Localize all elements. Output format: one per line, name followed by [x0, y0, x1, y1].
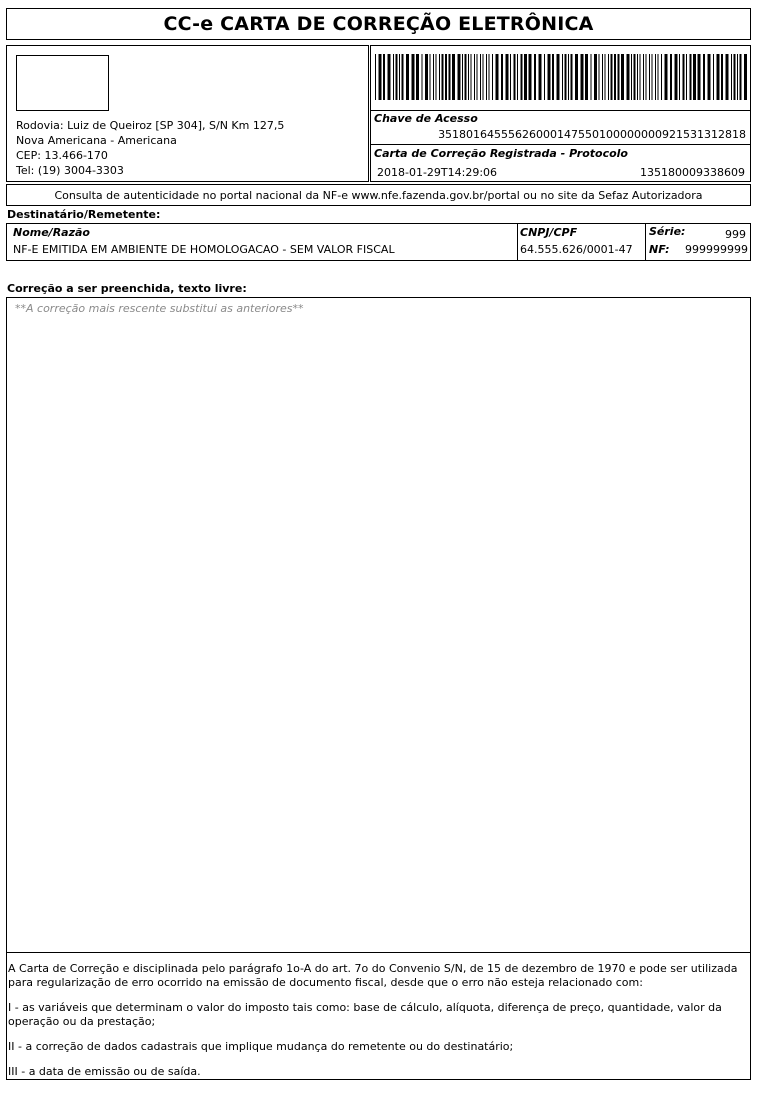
legal-item-3: III - a data de emissão ou de saída.: [8, 1065, 201, 1078]
barcode-bar: [690, 54, 692, 100]
barcode-bar: [602, 54, 603, 100]
barcode-bar: [599, 54, 600, 100]
barcode-bar: [416, 54, 419, 100]
barcode-bar: [477, 54, 478, 100]
barcode-bar: [383, 54, 385, 100]
barcode-bar: [661, 54, 662, 100]
barcode-bar: [740, 54, 742, 100]
barcode-bar: [468, 54, 469, 100]
barcode-bar: [637, 54, 638, 100]
barcode-bar: [501, 54, 503, 100]
barcode-bar: [379, 54, 382, 100]
barcode-bar: [703, 54, 705, 100]
barcode-bar: [557, 54, 560, 100]
address-line-1: Rodovia: Luiz de Queiroz [SP 304], S/N Km 127,5: [16, 119, 285, 132]
barcode-bar: [471, 54, 472, 100]
barcode-bar: [731, 54, 732, 100]
barcode-bar: [693, 54, 696, 100]
protocol-number: 135180009338609: [640, 166, 745, 179]
barcode-bar: [614, 54, 616, 100]
barcode-bar: [631, 54, 632, 100]
barcode-bar: [445, 54, 447, 100]
divider: [517, 224, 518, 260]
barcode-bar: [483, 54, 484, 100]
serie-value: 999: [725, 228, 746, 241]
cnpj-value: 64.555.626/0001-47: [520, 243, 633, 256]
legal-item-1: I - as variáveis que determinam o valor do imposto tais como: base de cálculo, alíquota, diferença de preço, quantidade, valor da operação ou da prestação;: [8, 1001, 722, 1028]
barcode-bar: [634, 54, 636, 100]
page-title: CC-e CARTA DE CORREÇÃO ELETRÔNICA: [6, 8, 751, 40]
barcode-bar: [458, 54, 461, 100]
barcode-bar: [422, 54, 423, 100]
barcode-bar: [608, 54, 609, 100]
barcode-bar: [670, 54, 672, 100]
nome-label: Nome/Razão: [13, 226, 90, 239]
barcode-bar: [452, 54, 455, 100]
barcode-bar: [480, 54, 481, 100]
barcode-bar: [388, 54, 391, 100]
barcode-bar: [406, 54, 409, 100]
barcode-bar: [510, 54, 511, 100]
nf-label: NF:: [649, 243, 670, 256]
legal-item-2: II - a correção de dados cadastrais que implique mudança do remetente ou do destinatário;: [8, 1040, 514, 1053]
barcode-bar: [489, 54, 490, 100]
protocol-label: Carta de Correção Registrada - Protocolo: [374, 147, 628, 160]
barcode-bar: [562, 54, 563, 100]
barcode-bar: [605, 54, 606, 100]
barcode-bar: [433, 54, 434, 100]
barcode-bar: [430, 54, 431, 100]
barcode-bar: [544, 54, 545, 100]
barcode-bar: [521, 54, 523, 100]
legal-intro: A Carta de Correção e disciplinada pelo parágrafo 1o-A do art. 7o do Convenio S/N, de 15 de dezembro de 1970 e pode ser utilizada para regularização de erro ocorrido na emissão de documento fiscal, desde que o erro não esteja relacionado com:: [8, 962, 738, 989]
barcode-bar: [665, 54, 668, 100]
address-cep: CEP: 13.466-170: [16, 149, 108, 162]
barcode-bar: [585, 54, 588, 100]
barcode-bar: [506, 54, 509, 100]
barcode-bar: [621, 54, 624, 100]
barcode-bar: [652, 54, 653, 100]
barcode-bar: [412, 54, 415, 100]
chave-value: 35180164555626000147550100000000921531312818: [438, 128, 746, 141]
barcode-bar: [726, 54, 729, 100]
emitter-box: [6, 45, 369, 182]
barcode-bar: [393, 54, 394, 100]
barcode-bar: [462, 54, 463, 100]
barcode-bar: [734, 54, 736, 100]
barcode-bar: [717, 54, 720, 100]
barcode-bar: [449, 54, 451, 100]
barcode-bar: [679, 54, 680, 100]
barcode-bar: [686, 54, 687, 100]
correcao-title: Correção a ser preenchida, texto livre:: [7, 282, 247, 295]
barcode-bar: [534, 54, 536, 100]
barcode-bar: [568, 54, 569, 100]
barcode-bar: [575, 54, 578, 100]
barcode-bar: [375, 54, 376, 100]
barcode-bar: [627, 54, 630, 100]
barcode-bar: [465, 54, 467, 100]
barcode-bar: [708, 54, 711, 100]
barcode-bar: [396, 54, 398, 100]
barcode-bar: [439, 54, 440, 100]
divider: [371, 144, 750, 145]
barcode-bar: [658, 54, 659, 100]
barcode-bar: [552, 54, 554, 100]
serie-label: Série:: [649, 225, 686, 238]
destinatario-title: Destinatário/Remetente:: [7, 208, 161, 221]
barcode-bar: [399, 54, 400, 100]
barcode-bar: [611, 54, 613, 100]
barcode-bar: [442, 54, 444, 100]
barcode-bar: [618, 54, 620, 100]
barcode-bar: [640, 54, 641, 100]
address-line-2: Nova Americana - Americana: [16, 134, 177, 147]
barcode-bar: [683, 54, 685, 100]
nome-value: NF-E EMITIDA EM AMBIENTE DE HOMOLOGACAO - SEM VALOR FISCAL: [13, 243, 395, 256]
destinatario-box: [6, 223, 751, 261]
barcode-bar: [529, 54, 532, 100]
barcode-bar: [646, 54, 647, 100]
barcode-bar: [721, 54, 723, 100]
nf-value: 999999999: [685, 243, 748, 256]
barcode-bar: [643, 54, 644, 100]
barcode-bar: [565, 54, 567, 100]
divider: [371, 110, 750, 111]
barcode-bar: [571, 54, 573, 100]
barcode-bar: [744, 54, 747, 100]
legal-notice: [8, 962, 740, 1090]
emitter-address: [16, 118, 356, 178]
barcode-bar: [474, 54, 475, 100]
access-box: [370, 45, 751, 182]
barcode-bar: [514, 54, 516, 100]
barcode-bar: [524, 54, 527, 100]
divider: [645, 224, 646, 260]
barcode-bar: [492, 54, 493, 100]
protocol-datetime: 2018-01-29T14:29:06: [377, 166, 498, 179]
barcode-bar: [539, 54, 542, 100]
barcode-bar: [591, 54, 592, 100]
barcode-bar: [737, 54, 738, 100]
chave-label: Chave de Acesso: [374, 112, 478, 125]
barcode-bar: [594, 54, 597, 100]
barcode-bar: [402, 54, 404, 100]
cnpj-label: CNPJ/CPF: [520, 226, 578, 239]
barcode-bar: [675, 54, 678, 100]
correcao-placeholder: **A correção mais rescente substitui as anteriores**: [15, 302, 304, 315]
barcode-bar: [496, 54, 499, 100]
barcode-icon: [375, 54, 747, 100]
address-phone: Tel: (19) 3004-3303: [16, 164, 124, 177]
barcode-bar: [436, 54, 437, 100]
divider: [7, 952, 750, 953]
barcode-bar: [548, 54, 551, 100]
barcode-bar: [581, 54, 584, 100]
barcode-bar: [655, 54, 656, 100]
logo-placeholder: [16, 55, 109, 111]
barcode-bar: [425, 54, 428, 100]
barcode-bar: [713, 54, 714, 100]
barcode-bar: [486, 54, 487, 100]
consulta-notice: Consulta de autenticidade no portal nacional da NF-e www.nfe.fazenda.gov.br/portal ou no site da Sefaz Autorizadora: [6, 184, 751, 206]
barcode-bar: [649, 54, 650, 100]
barcode-bar: [698, 54, 701, 100]
barcode-bar: [517, 54, 518, 100]
